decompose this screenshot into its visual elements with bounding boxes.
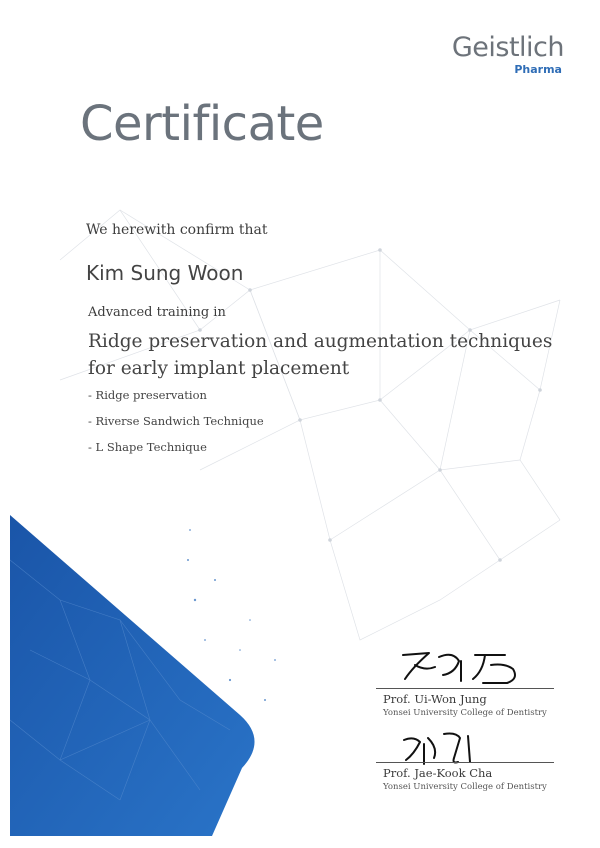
signature-jung xyxy=(395,645,535,689)
confirm-text: We herewith confirm that xyxy=(86,222,268,238)
topic-item: - Ridge preservation xyxy=(88,388,207,402)
logo-name: Geistlich xyxy=(451,32,564,63)
signature-line xyxy=(376,762,554,763)
recipient-name: Kim Sung Woon xyxy=(86,261,244,285)
logo-subtitle: Pharma xyxy=(514,63,562,76)
signatory-affiliation: Yonsei University College of Dentistry xyxy=(383,708,547,718)
signature-line xyxy=(376,688,554,689)
topic-item: - Riverse Sandwich Technique xyxy=(88,414,264,428)
topic-item: - L Shape Technique xyxy=(88,440,207,454)
signatory-name: Prof. Jae-Kook Cha xyxy=(383,766,493,780)
signatory-name: Prof. Ui-Won Jung xyxy=(383,692,487,706)
course-line: for early implant placement xyxy=(88,358,350,379)
training-intro: Advanced training in xyxy=(88,305,226,320)
signatory-affiliation: Yonsei University College of Dentistry xyxy=(383,782,547,792)
certificate-title: Certificate xyxy=(80,96,324,152)
course-line: Ridge preservation and augmentation techniques xyxy=(88,331,553,352)
signatory-1 xyxy=(383,692,547,718)
signatory-2 xyxy=(383,766,547,792)
